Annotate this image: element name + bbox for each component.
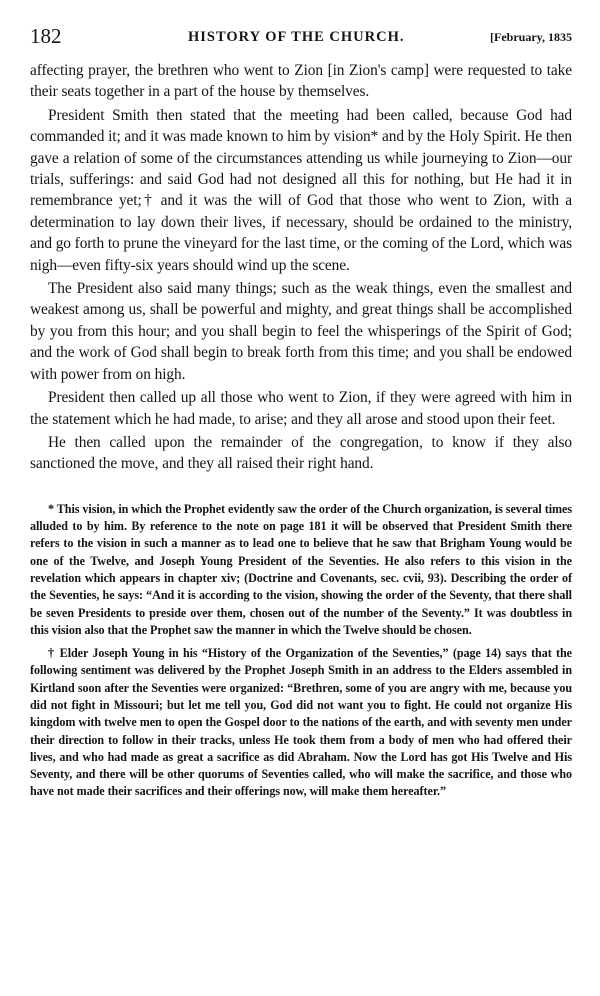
footnote-vision: * This vision, in which the Prophet evidently saw the order of the Church organization, is several times alluded to by him. By reference to the note on page 181 it will be observed that President Smith there refers to the vision in such a manner as to lead one to believe that he saw that Brigham Young would be one of the Twelve, and Joseph Young President of the Seventies. He also refers to this vision in the revelation which appears in chapter xiv; (Doctrine and Covenants, sec. cvii, 93). Describing the order of the Seventies, he says: “And it is according to the vision, showing the order of the Seventy, that there shall be seven Presidents to preside over them, chosen out of the number of the Seventy.” It was doubtless in this vision also that the Prophet saw the manner in which the Twelve should be chosen. [30, 501, 572, 637]
footnote-joseph-young: † Elder Joseph Young in his “History of the Organization of the Seventies,” (page 14) says that the following sentiment was delivered by the Prophet Joseph Smith in an address to the Elders assembled in Kirtland soon after the Seventies were organized: “Brethren, some of you are angry with me, because you did not fight in Missouri; but let me tell you, God did not want you to fight. He could not organize His kingdom with twelve men to open the Gospel door to the nations of the earth, and with seventy men under their direction to follow in their tracks, unless He took them from a body of men who had offered their lives, and who had made as great a sacrifice as did Abraham. Now the Lord has got His Twelve and His Seventy, and there will be other quorums of Seventies called, who will make the sacrifice, and those who have not made their sacrifices and their offerings now, will make them hereafter.” [30, 646, 572, 799]
paragraph: He then called upon the remainder of the congregation, to know if they also sanctioned the move, and they all raised their right hand. [30, 433, 572, 473]
page-header [30, 24, 572, 60]
paragraph: affecting prayer, the brethren who went to Zion [in Zion's camp] were requested to take their seats together in a part of the house by themselves. [30, 62, 572, 101]
running-date: [February, 1835 [490, 30, 572, 44]
body-text [30, 60, 572, 475]
running-title: HISTORY OF THE CHURCH. [188, 29, 405, 45]
paragraph: President Smith then stated that the meeting had been called, because God had commanded it; and it was made known to him by vision* and by the Holy Spirit. He then gave a relation of some of the circumstances attending us while journeying to Zion—our trials, sufferings: and said God had not designed all this for nothing, but He had it in remembrance yet;† and it was the will of God that those who went to Zion, with a determination to lay down their lives, if necessary, should be ordained to the ministry, and go forth to prune the vineyard for the last time, or the coming of the Lord, which was nigh—even fifty-six years should wind up the scene. [30, 106, 572, 274]
paragraph: The President also said many things; such as the weak things, even the smallest and weakest among us, shall be powerful and mighty, and great things shall be accomplished by you from this hour; and you shall begin to feel the whisperings of the Spirit of God; and the work of God shall begin to break forth from this time; and you shall be endowed with power from on high. [30, 280, 572, 383]
page-number: 182 [30, 24, 62, 48]
paragraph: President then called up all those who went to Zion, if they were agreed with him in the statement which he had made, to arise; and they all arose and stood upon their feet. [30, 389, 572, 428]
footnotes [30, 501, 572, 801]
